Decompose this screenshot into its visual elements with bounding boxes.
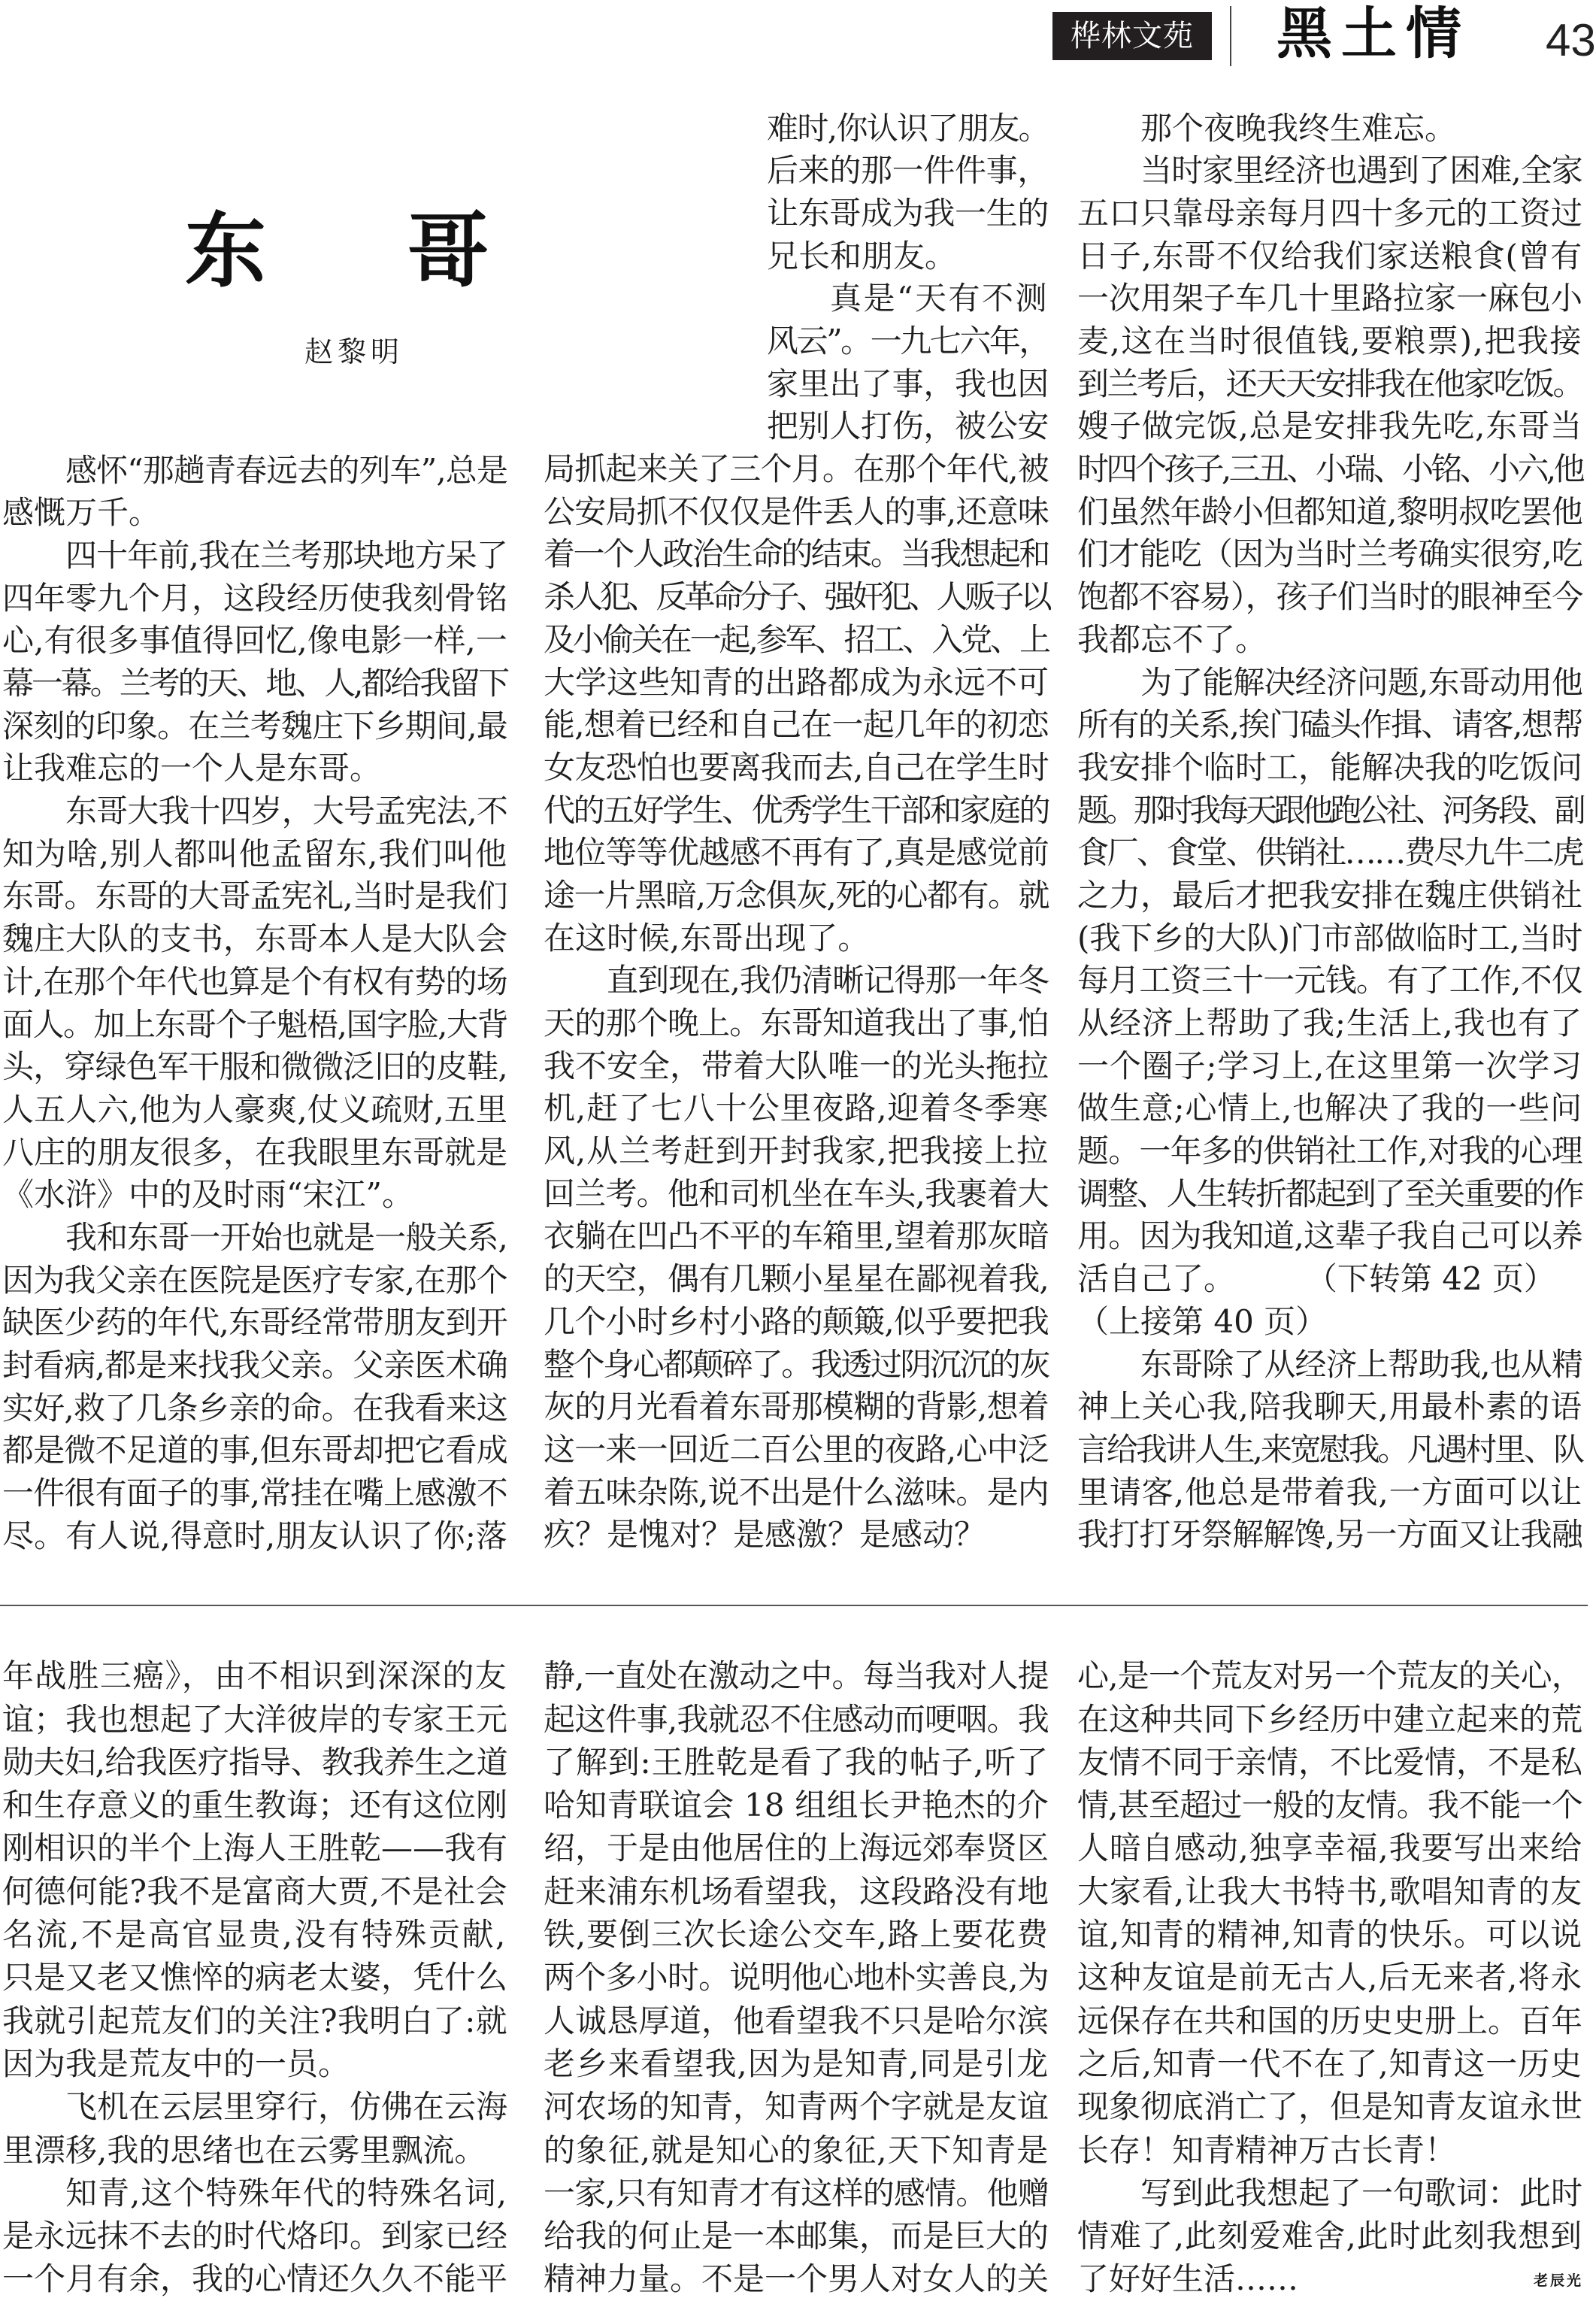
line-text: 让我难忘的一个人是东哥。 bbox=[2, 750, 382, 787]
text-line bbox=[2, 492, 507, 535]
line-text: 我打打牙祭解解馋,另一方面又让我融 bbox=[1077, 1516, 1582, 1554]
line-text: 之后,知青一代不在了,知青这一历史 bbox=[1077, 2045, 1582, 2082]
line-text: 精神力量。不是一个男人对女人的关 bbox=[544, 2260, 1049, 2298]
text-line bbox=[1077, 960, 1582, 1002]
text-line bbox=[1077, 235, 1582, 278]
line-text: 绍，于是由他居住的上海远郊奉贤区 bbox=[544, 1830, 1049, 1867]
text-line bbox=[544, 2257, 1049, 2300]
text-line bbox=[2, 1345, 507, 1387]
line-text: 在这种共同下乡经历中建立起来的荒 bbox=[1077, 1700, 1582, 1738]
text-line bbox=[1077, 1870, 1582, 1913]
text-line bbox=[1077, 1698, 1582, 1741]
line-text: 谊；我也想起了大洋彼岸的专家王元 bbox=[2, 1700, 507, 1738]
text-line bbox=[544, 2129, 1049, 2172]
text-line bbox=[767, 235, 1049, 278]
text-line bbox=[2, 1784, 507, 1827]
text-line bbox=[767, 320, 1049, 363]
text-line bbox=[544, 491, 1049, 534]
text-line bbox=[2, 833, 507, 876]
text-line bbox=[2, 918, 507, 961]
line-text: 人诚恳厚道，他看望我不只是哈尔滨 bbox=[544, 2002, 1049, 2039]
text-line bbox=[1077, 1741, 1582, 1784]
text-line bbox=[1077, 619, 1582, 662]
text-line bbox=[544, 1913, 1049, 1956]
section-label-badge: 桦林文苑 bbox=[1052, 12, 1212, 60]
article-column-top-right bbox=[1077, 108, 1582, 1557]
text-line bbox=[544, 1087, 1049, 1130]
text-line bbox=[2, 1515, 507, 1558]
line-text: 是永远抹不去的时代烙印。到家已经 bbox=[2, 2218, 507, 2255]
article-column-bottom-right bbox=[1077, 1654, 1582, 2300]
text-line bbox=[544, 1301, 1049, 1344]
text-line bbox=[1077, 277, 1582, 320]
text-line bbox=[1077, 363, 1582, 406]
text-line bbox=[544, 1258, 1049, 1301]
text-line bbox=[1077, 150, 1582, 193]
text-line bbox=[2, 2215, 507, 2257]
line-text: 疚？是愧对？是感激？是感动？ bbox=[544, 1516, 986, 1554]
text-line bbox=[1077, 875, 1582, 917]
text-line bbox=[767, 405, 1049, 448]
text-line bbox=[2, 1698, 507, 1741]
line-text: 封看病,都是来找我父亲。父亲医术确 bbox=[2, 1347, 507, 1384]
line-text: 回兰考。他和司机坐在车头,我裹着大 bbox=[544, 1175, 1049, 1212]
line-text: 起这件事,我就忍不住感动而哽咽。我 bbox=[544, 1700, 1049, 1738]
line-text: 赶来浦东机场看望我，这段路没有地 bbox=[544, 1872, 1049, 1910]
text-line bbox=[1077, 790, 1582, 832]
line-text: 东哥。东哥的大哥孟宪礼,当时是我们 bbox=[2, 878, 507, 915]
line-text: 们才能吃（因为当时兰考确实很穷,吃 bbox=[1077, 535, 1582, 573]
header-divider bbox=[1230, 6, 1231, 66]
text-line bbox=[544, 662, 1049, 705]
line-text: 从经济上帮助了我;生活上,我也有了 bbox=[1077, 1005, 1582, 1042]
text-line bbox=[767, 277, 1049, 320]
line-text: 女友恐怕也要离我而去,自己在学生时 bbox=[544, 748, 1049, 786]
text-line bbox=[544, 1173, 1049, 1216]
line-text: 河农场的知青，知青两个字就是友谊 bbox=[544, 2088, 1049, 2126]
magazine-name-logo: 黑土情 bbox=[1276, 2, 1470, 66]
text-line bbox=[544, 1002, 1049, 1045]
line-text: 感慨万千。 bbox=[2, 494, 161, 532]
text-line bbox=[544, 747, 1049, 790]
text-line bbox=[544, 1698, 1049, 1741]
line-text: 的天空，偶有几颗小星星在鄙视着我, bbox=[544, 1260, 1049, 1298]
text-line bbox=[2, 1827, 507, 1869]
line-text: 日子,东哥不仅给我们家送粮食(曾有 bbox=[1077, 237, 1582, 274]
text-line bbox=[2, 2129, 507, 2172]
text-line bbox=[2, 1429, 507, 1472]
line-text: 里请客,他总是带着我,一方面可以让 bbox=[1077, 1473, 1582, 1511]
line-text: 真是“天有不测 bbox=[830, 280, 1049, 317]
text-line bbox=[1077, 1344, 1582, 1387]
line-text: 我都忘不了。 bbox=[1077, 620, 1267, 658]
text-line bbox=[2, 578, 507, 620]
line-text: 只是又老又憔悴的病老太婆，凭什么 bbox=[2, 1959, 507, 1996]
text-line bbox=[1077, 108, 1582, 150]
text-line bbox=[1077, 917, 1582, 960]
text-line bbox=[2, 1741, 507, 1784]
line-text: 家里出了事，我也因 bbox=[767, 365, 1049, 402]
text-line bbox=[1077, 1087, 1582, 1130]
text-line bbox=[544, 960, 1049, 1002]
text-line bbox=[2, 1913, 507, 1956]
line-text: 做生意;心情上,也解决了我的一些问 bbox=[1077, 1090, 1582, 1127]
line-text: 的象征,就是知心的象征,天下知青是 bbox=[544, 2131, 1049, 2169]
text-line bbox=[544, 1344, 1049, 1387]
section-divider-rule bbox=[0, 1605, 1588, 1606]
line-text: 心,有很多事值得回忆,像电影一样,一 bbox=[2, 622, 507, 659]
line-text: 整个身心都颠碎了。我透过阴沉沉的灰 bbox=[544, 1345, 1049, 1383]
line-text: 我不安全，带着大队唯一的光头拖拉 bbox=[544, 1047, 1049, 1084]
text-line bbox=[767, 193, 1049, 235]
article-author: 赵黎明 bbox=[304, 335, 404, 368]
line-text: 实好,救了几条乡亲的命。在我看来这 bbox=[2, 1389, 507, 1426]
text-line bbox=[2, 1217, 507, 1260]
text-line bbox=[2, 1302, 507, 1345]
line-text: 静,一直处在激动之中。每当我对人提 bbox=[544, 1657, 1049, 1695]
text-line bbox=[544, 1215, 1049, 1258]
text-line bbox=[544, 1472, 1049, 1514]
line-text: 风云”。一九七六年， bbox=[767, 323, 1049, 360]
line-text: 及小偷关在一起,参军、招工、入党、上 bbox=[544, 620, 1049, 658]
line-text: 衣躺在凹凸不平的车箱里,望着那灰暗 bbox=[544, 1217, 1049, 1255]
line-text: 着一个人政治生命的结束。当我想起和 bbox=[544, 535, 1049, 573]
line-text: (我下乡的大队)门市部做临时工,当时 bbox=[1077, 919, 1582, 956]
text-line bbox=[2, 1174, 507, 1217]
text-line bbox=[1077, 2042, 1582, 2085]
line-text: 用。因为我知道,这辈子我自己可以养 bbox=[1077, 1217, 1582, 1255]
line-text: 缺医少药的年代,东哥经常带朋友到开 bbox=[2, 1304, 507, 1341]
text-line bbox=[2, 2257, 507, 2300]
line-text: 局抓起来关了三个月。在那个年代,被 bbox=[544, 450, 1049, 488]
line-text: 人五人六,他为人豪爽,仗义疏财,五里 bbox=[2, 1090, 507, 1128]
line-text: 名流,不是高官显贵,没有特殊贡献, bbox=[2, 1916, 507, 1954]
article-column-top-left bbox=[2, 450, 507, 1558]
line-text: 活自己了。 bbox=[1077, 1260, 1236, 1298]
line-text: 计,在那个年代也算是个有权有势的场 bbox=[2, 963, 507, 1000]
line-text: 时四个孩子,三丑、小瑞、小铭、小六,他 bbox=[1077, 450, 1582, 488]
text-line bbox=[1077, 2172, 1582, 2215]
text-line bbox=[2, 875, 507, 918]
text-line bbox=[1077, 2257, 1582, 2300]
line-text: 老乡来看望我,因为是知青,同是引龙 bbox=[544, 2045, 1049, 2082]
text-line bbox=[544, 533, 1049, 576]
text-line bbox=[1077, 1173, 1582, 1216]
line-text: 东哥大我十四岁，大号孟宪法,不 bbox=[65, 793, 507, 830]
text-line bbox=[2, 1999, 507, 2042]
line-text: 后来的那一件件事， bbox=[767, 152, 1049, 189]
line-text: 那个夜晚我终生难忘。 bbox=[1140, 109, 1457, 147]
text-line bbox=[544, 1130, 1049, 1173]
line-text: 魏庄大队的支书，东哥本人是大队会 bbox=[2, 920, 507, 958]
text-line bbox=[2, 535, 507, 578]
line-text: 一个圈子;学习上,在这里第一次学习 bbox=[1077, 1047, 1582, 1084]
text-line bbox=[2, 1046, 507, 1089]
text-line bbox=[1077, 576, 1582, 619]
text-line bbox=[1077, 1386, 1582, 1429]
text-line bbox=[1077, 1999, 1582, 2042]
text-line bbox=[2, 2085, 507, 2128]
line-text: 杀人犯、反革命分子、强奸犯、人贩子以 bbox=[544, 578, 1049, 616]
line-text: 途一片黑暗,万念俱灰,死的心都有。就 bbox=[544, 876, 1049, 914]
line-text: 远保存在共和国的历史史册上。百年 bbox=[1077, 2002, 1582, 2039]
line-text: 大家看,让我大书特书,歌唱知青的友 bbox=[1077, 1872, 1582, 1910]
line-text: 让东哥成为我一生的 bbox=[767, 194, 1049, 232]
line-text: 能,想着已经和自己在一起几年的初恋 bbox=[544, 706, 1049, 744]
text-line bbox=[544, 1999, 1049, 2042]
text-line bbox=[544, 1870, 1049, 1913]
text-line bbox=[1077, 491, 1582, 534]
text-line bbox=[1077, 1827, 1582, 1869]
text-line bbox=[1077, 2215, 1582, 2257]
text-line bbox=[2, 747, 507, 790]
line-text: 知青,这个特殊年代的特殊名词, bbox=[65, 2174, 507, 2212]
line-text: 东哥除了从经济上帮助我,也从精 bbox=[1140, 1345, 1582, 1383]
line-text: 面人。加上东哥个子魁梧,国字脸,大背 bbox=[2, 1005, 507, 1043]
text-line bbox=[544, 704, 1049, 747]
text-line bbox=[1077, 1472, 1582, 1514]
line-text: 了好好生活…… bbox=[1077, 2260, 1299, 2298]
line-text: 铁,要倒三次长途公交车,路上要花费 bbox=[544, 1916, 1049, 1954]
line-text: 嫂子做完饭,总是安排我先吃,东哥当 bbox=[1077, 408, 1582, 445]
text-line bbox=[544, 875, 1049, 917]
text-line bbox=[2, 961, 507, 1004]
text-line bbox=[767, 363, 1049, 406]
text-line bbox=[2, 705, 507, 748]
line-text: 和生存意义的重生教诲；还有这位刚 bbox=[2, 1787, 507, 1824]
line-text: 这种友谊是前无古人,后无来者,将永 bbox=[1077, 1959, 1582, 1996]
text-line bbox=[544, 1956, 1049, 1999]
text-line bbox=[2, 1654, 507, 1697]
text-line bbox=[1077, 2129, 1582, 2172]
text-line bbox=[1077, 533, 1582, 576]
line-text: 哈知青联谊会 18 组组长尹艳杰的介 bbox=[544, 1787, 1049, 1824]
line-text: 每月工资三十一元钱。有了工作,不仅 bbox=[1077, 962, 1582, 999]
line-text: 我安排个临时工，能解决我的吃饭问 bbox=[1077, 748, 1582, 786]
text-line bbox=[544, 1654, 1049, 1697]
article-column-bottom-middle bbox=[544, 1654, 1049, 2300]
text-line bbox=[1077, 1301, 1582, 1344]
line-text: 知为啥,别人都叫他孟留东,我们叫他 bbox=[2, 835, 507, 872]
text-line bbox=[1077, 1258, 1582, 1301]
line-text: 题。一年多的供销社工作,对我的心理 bbox=[1077, 1132, 1582, 1170]
text-line bbox=[544, 917, 1049, 960]
line-text: 尽。有人说,得意时,朋友认识了你;落 bbox=[2, 1517, 507, 1554]
line-text: 幕一幕。兰考的天、地、人,都给我留下 bbox=[2, 665, 507, 702]
text-line bbox=[544, 1045, 1049, 1088]
line-text: 友情不同于亲情，不比爱情，不是私 bbox=[1077, 1743, 1582, 1781]
line-text: （上接第 40 页） bbox=[1077, 1302, 1328, 1340]
line-text: 代的五好学生、优秀学生干部和家庭的 bbox=[544, 791, 1049, 829]
line-text: 所有的关系,挨门磕头作揖、请客,想帮 bbox=[1077, 706, 1582, 744]
text-line bbox=[2, 1956, 507, 1999]
line-text: 言给我讲人生,来宽慰我。凡遇村里、队 bbox=[1077, 1430, 1582, 1468]
text-line bbox=[1077, 405, 1582, 448]
line-text: 一个月有余，我的心情还久久不能平 bbox=[2, 2260, 507, 2298]
text-line bbox=[1077, 1215, 1582, 1258]
text-line bbox=[1077, 1429, 1582, 1472]
line-text: 直到现在,我仍清晰记得那一年冬 bbox=[607, 962, 1049, 999]
line-text: 飞机在云层里穿行，仿佛在云海 bbox=[65, 2088, 507, 2126]
line-text: 情难了,此刻爱难舍,此时此刻我想到 bbox=[1077, 2218, 1582, 2255]
line-text: 谊,知青的精神,知青的快乐。可以说 bbox=[1077, 1916, 1582, 1954]
text-line bbox=[2, 1004, 507, 1047]
continuation-note: （下转第 42 页） bbox=[1305, 1260, 1555, 1298]
line-text: 兄长和朋友。 bbox=[767, 237, 957, 274]
text-line bbox=[1077, 320, 1582, 363]
article-column-bottom-left bbox=[2, 1654, 507, 2300]
line-text: 刚相识的半个上海人王胜乾——我有 bbox=[2, 1830, 507, 1867]
text-line bbox=[544, 790, 1049, 832]
line-text: 长存！知青精神万古长青！ bbox=[1077, 2131, 1457, 2169]
text-line bbox=[544, 1386, 1049, 1429]
text-line bbox=[544, 1784, 1049, 1827]
text-line bbox=[544, 1827, 1049, 1869]
line-text: 灰的月光看着东哥那模糊的背影,想着 bbox=[544, 1388, 1049, 1426]
page-number: 43 bbox=[1546, 15, 1596, 65]
line-text: 四十年前,我在兰考那块地方呆了 bbox=[65, 536, 507, 574]
line-text: 风,从兰考赶到开封我家,把我接上拉 bbox=[544, 1132, 1049, 1170]
text-line bbox=[1077, 747, 1582, 790]
line-text: 饱都不容易），孩子们当时的眼神至今 bbox=[1077, 578, 1582, 616]
line-text: 这一来一回近二百公里的夜路,心中泛 bbox=[544, 1430, 1049, 1468]
line-text: 感怀“那趟青春远去的列车”,总是 bbox=[65, 451, 507, 489]
text-line bbox=[2, 2172, 507, 2215]
line-text: 天的那个晚上。东哥知道我出了事,怕 bbox=[544, 1005, 1049, 1042]
text-line bbox=[2, 2042, 507, 2085]
text-line bbox=[1077, 1913, 1582, 1956]
article-title: 东哥 bbox=[185, 204, 631, 299]
line-text: 到兰考后，还天天安排我在他家吃饭。 bbox=[1077, 365, 1582, 402]
line-text: 心,是一个荒友对另一个荒友的关心， bbox=[1077, 1657, 1582, 1695]
text-line bbox=[1077, 1514, 1582, 1557]
text-line bbox=[544, 2042, 1049, 2085]
line-text: 写到此我想起了一句歌词：此时 bbox=[1140, 2174, 1582, 2212]
text-line bbox=[1077, 1654, 1582, 1697]
line-text: 食厂、食堂、供销社……费尽九牛二虎 bbox=[1077, 834, 1582, 872]
line-text: 八庄的朋友很多，在我眼里东哥就是 bbox=[2, 1133, 507, 1171]
line-text: 年战胜三癌》，由不相识到深深的友 bbox=[2, 1657, 507, 1695]
text-line bbox=[544, 576, 1049, 619]
text-line bbox=[2, 1260, 507, 1302]
text-line bbox=[1077, 1956, 1582, 1999]
text-line bbox=[544, 1514, 1049, 1557]
line-text: 几个小时乡村小路的颠簸,似乎要把我 bbox=[544, 1302, 1049, 1340]
text-line bbox=[1077, 662, 1582, 705]
text-line bbox=[1077, 1045, 1582, 1088]
line-text: 《水浒》中的及时雨“宋江”。 bbox=[2, 1176, 413, 1214]
line-text: 都是微不足道的事,但东哥却把它看成 bbox=[2, 1432, 507, 1469]
text-line bbox=[2, 1387, 507, 1430]
line-text: 五口只靠母亲每月四十多元的工资过 bbox=[1077, 194, 1582, 232]
line-text: 给我的何止是一本邮集，而是巨大的 bbox=[544, 2218, 1049, 2255]
line-text: 头，穿绿色军干服和微微泛旧的皮鞋, bbox=[2, 1048, 507, 1086]
line-text: 着五味杂陈,说不出是什么滋味。是内 bbox=[544, 1473, 1049, 1511]
text-line bbox=[2, 1472, 507, 1515]
text-line bbox=[544, 1429, 1049, 1472]
text-line bbox=[2, 662, 507, 705]
text-line bbox=[1077, 1784, 1582, 1827]
text-line bbox=[544, 448, 1049, 491]
line-text: 神上关心我,陪我聊天,用最朴素的语 bbox=[1077, 1388, 1582, 1426]
line-text: 之力，最后才把我安排在魏庄供销社 bbox=[1077, 876, 1582, 914]
text-line bbox=[2, 1870, 507, 1913]
line-text: 把别人打伤，被公安 bbox=[767, 408, 1049, 445]
line-text: 当时家里经济也遇到了困难,全家 bbox=[1140, 152, 1582, 189]
line-text: 勋夫妇,给我医疗指导、教我养生之道 bbox=[2, 1743, 507, 1781]
text-line bbox=[767, 108, 1049, 150]
line-text: 题。那时我每天跟他跑公社、河务段、副 bbox=[1077, 791, 1582, 829]
line-text: 地位等等优越感不再有了,真是感觉前 bbox=[544, 834, 1049, 872]
text-line bbox=[2, 1089, 507, 1132]
text-line bbox=[544, 619, 1049, 662]
line-text: 人暗自感动,独享幸福,我要写出来给 bbox=[1077, 1830, 1582, 1867]
text-line bbox=[2, 620, 507, 662]
line-text: 何德何能?我不是富商大贾,不是社会 bbox=[2, 1872, 507, 1910]
line-text: 里漂移,我的思绪也在云雾里飘流。 bbox=[2, 2131, 486, 2169]
text-line bbox=[1077, 704, 1582, 747]
line-text: 大学这些知青的出路都成为永远不可 bbox=[544, 663, 1049, 701]
text-line bbox=[1077, 832, 1582, 875]
line-text: 我和东哥一开始也就是一般关系, bbox=[65, 1218, 507, 1256]
line-text: 四年零九个月，这段经历使我刻骨铭 bbox=[2, 579, 507, 617]
text-line bbox=[544, 832, 1049, 875]
line-text: 调整、人生转折都起到了至关重要的作 bbox=[1077, 1175, 1582, 1212]
text-line bbox=[1077, 448, 1582, 491]
line-text: 因为我是荒友中的一员。 bbox=[2, 2045, 350, 2082]
line-text: 们虽然年龄小但都知道,黎明叔吃罢他 bbox=[1077, 493, 1582, 530]
line-text: 因为我父亲在医院是医疗专家,在那个 bbox=[2, 1261, 507, 1299]
text-line bbox=[544, 2172, 1049, 2215]
line-text: 情,甚至超过一般的友情。我不能一个 bbox=[1077, 1787, 1582, 1824]
text-line bbox=[544, 2215, 1049, 2257]
text-line bbox=[767, 150, 1049, 193]
line-text: 了解到:王胜乾是看了我的帖子,听了 bbox=[544, 1743, 1049, 1781]
line-text: 麦,这在当时很值钱,要粮票),把我接 bbox=[1077, 323, 1582, 360]
watermark-signature: 老辰光 bbox=[1534, 2272, 1584, 2289]
text-line bbox=[544, 1741, 1049, 1784]
article-column-top-middle bbox=[544, 108, 1049, 1557]
text-line bbox=[2, 1132, 507, 1175]
text-line bbox=[2, 450, 507, 493]
text-line bbox=[1077, 2085, 1582, 2128]
line-text: 一次用架子车几十里路拉家一麻包小 bbox=[1077, 280, 1582, 317]
line-text: 一件很有面子的事,常挂在嘴上感激不 bbox=[2, 1475, 507, 1512]
text-line bbox=[544, 2085, 1049, 2128]
text-line bbox=[1077, 1002, 1582, 1045]
line-text: 为了能解决经济问题,东哥动用他 bbox=[1140, 663, 1582, 701]
line-text: 机,赶了七八十公里夜路,迎着冬季寒 bbox=[544, 1090, 1049, 1127]
text-line bbox=[1077, 193, 1582, 235]
line-text: 深刻的印象。在兰考魏庄下乡期间,最 bbox=[2, 707, 507, 744]
line-text: 一家,只有知青才有这样的感情。他赠 bbox=[544, 2174, 1049, 2212]
line-text: 难时,你认识了朋友。 bbox=[767, 109, 1049, 147]
line-text: 两个多小时。说明他心地朴实善良,为 bbox=[544, 1959, 1049, 1996]
line-text: 公安局抓不仅仅是件丢人的事,还意味 bbox=[544, 493, 1049, 530]
text-line bbox=[2, 790, 507, 833]
line-text: 现象彻底消亡了，但是知青友谊永世 bbox=[1077, 2088, 1582, 2126]
text-line bbox=[1077, 1130, 1582, 1173]
line-text: 我就引起荒友们的关注?我明白了:就 bbox=[2, 2002, 507, 2039]
line-text: 在这时候,东哥出现了。 bbox=[544, 919, 870, 956]
